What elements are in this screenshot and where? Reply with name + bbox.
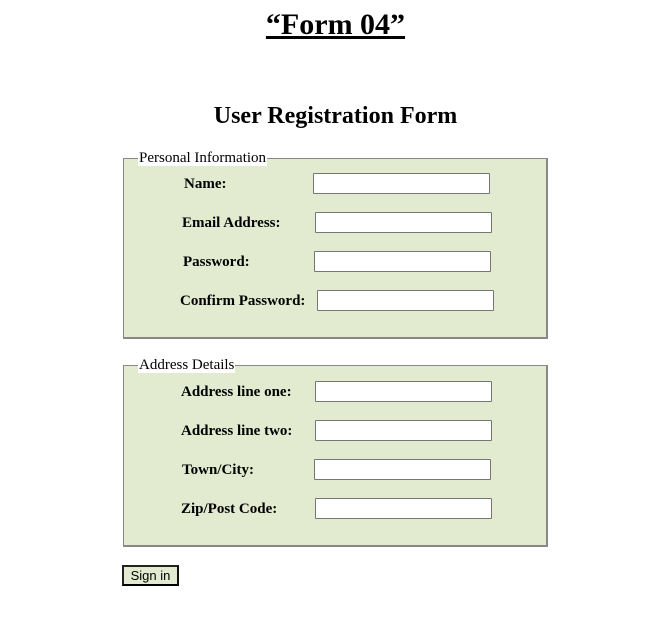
personal-information-fieldset xyxy=(123,150,548,339)
password-label: Password: xyxy=(183,254,250,270)
town-city-input[interactable] xyxy=(314,459,491,480)
name-label: Name: xyxy=(184,176,227,192)
confirm-password-input[interactable] xyxy=(317,290,494,311)
confirm-password-label: Confirm Password: xyxy=(180,293,306,309)
personal-information-legend: Personal Information xyxy=(139,150,267,166)
address-details-legend: Address Details xyxy=(139,357,235,373)
email-address-input[interactable] xyxy=(315,212,492,233)
address-line-one-input[interactable] xyxy=(315,381,492,402)
email-address-label: Email Address: xyxy=(182,215,281,231)
zip-post-code-input[interactable] xyxy=(315,498,492,519)
name-input[interactable] xyxy=(313,173,490,194)
zip-post-code-label: Zip/Post Code: xyxy=(181,501,278,517)
address-details-fieldset xyxy=(123,357,548,547)
address-line-one-label: Address line one: xyxy=(181,384,292,400)
page-heading: “Form 04” xyxy=(265,8,406,41)
password-input[interactable] xyxy=(314,251,491,272)
address-line-two-label: Address line two: xyxy=(181,423,293,439)
address-line-two-input[interactable] xyxy=(315,420,492,441)
sign-in-button[interactable]: Sign in xyxy=(122,565,179,586)
town-city-label: Town/City: xyxy=(182,462,254,478)
form-title: User Registration Form xyxy=(213,103,458,129)
